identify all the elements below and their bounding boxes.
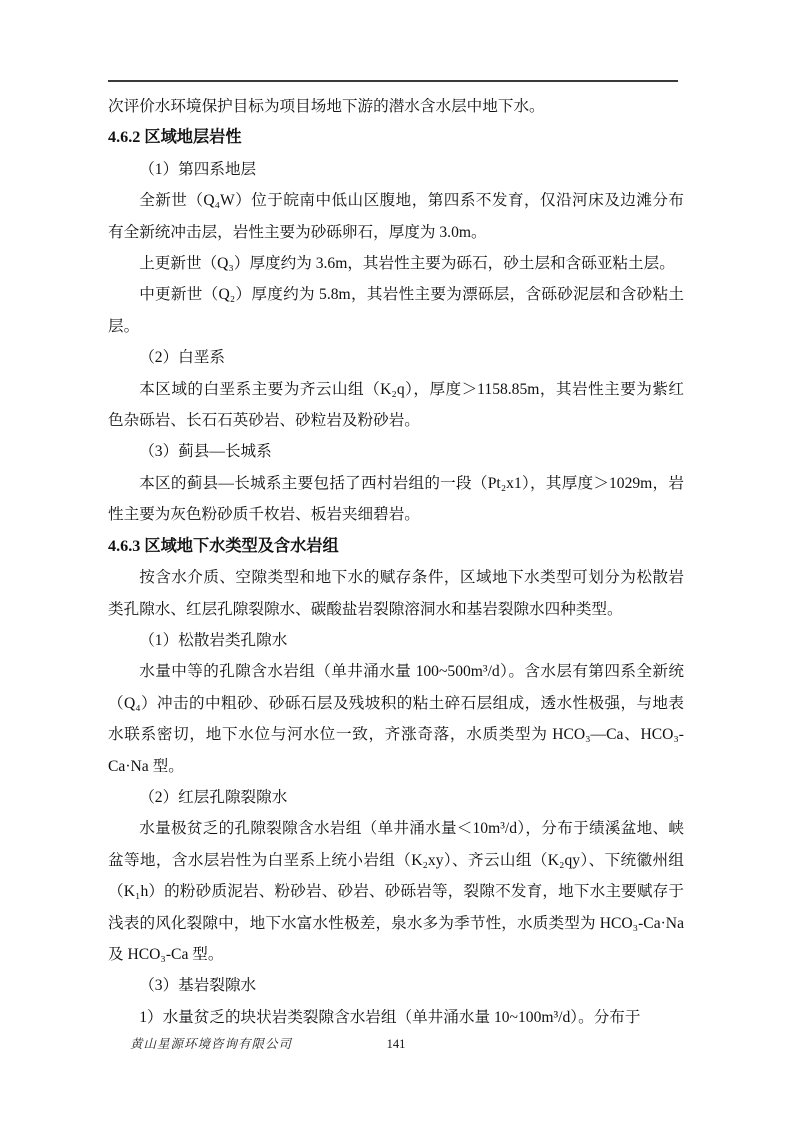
paragraph: 水量极贫乏的孔隙裂隙含水岩组（单井涌水量＜10m³/d），分布于绩溪盆地、峡盆等地，含水层岩性为白垩系上统小岩组（K₂xy）、齐云山组（K₂qy）、下统徽州组（K₁h）的粉砂质泥岩、粉砂岩、砂岩、砂砾岩等，裂隙不发育，地下水主要赋存于浅表的风化裂隙中，地下水富水性极差，泉水多为季节性，水质类型为 HCO₃-Ca·Na 及 HCO₃-Ca 型。	[108, 820, 684, 963]
document-body	[108, 91, 684, 1033]
page-footer	[108, 1032, 684, 1056]
paragraph: 次评价水环境保护目标为项目场地下游的潜水含水层中地下水。	[108, 98, 545, 115]
paragraph: 上更新世（Q₃）厚度约为 3.6m，其岩性主要为砾石，砂土层和含砾亚粘土层。	[139, 255, 675, 273]
list-item-label: （1）第四系地层	[139, 160, 257, 178]
header-rule	[108, 80, 678, 82]
page-number: 141	[386, 1037, 406, 1051]
paragraph: 本区域的白垩系主要为齐云山组（K₂q），厚度＞1158.85m，其岩性主要为紫红色杂砾岩、长石石英砂岩、砂粒岩及粉砂岩。	[108, 380, 684, 430]
footer-company-name: 黄山星源环境咨询有限公司	[130, 1037, 293, 1051]
paragraph: 中更新世（Q₂）厚度约为 5.8m，其岩性主要为漂砾层，含砾砂泥层和含砂粘土层。	[108, 286, 684, 335]
list-item-label: （3）蓟县—长城系	[139, 443, 272, 461]
section-heading-4-6-2: 4.6.2 区域地层岩性	[108, 128, 242, 147]
section-heading-4-6-3: 4.6.3 区域地下水类型及含水岩组	[108, 536, 339, 555]
list-item-label: （2）白垩系	[139, 349, 225, 367]
list-item-label: （3）基岩裂隙水	[139, 977, 257, 995]
list-item-label: （1）松散岩类孔隙水	[139, 631, 288, 649]
paragraph: 全新世（Q₄W）位于皖南中低山区腹地，第四系不发育，仅沿河床及边滩分布有全新统冲击层，岩性主要为砂砾卵石，厚度为 3.0m。	[108, 192, 684, 241]
paragraph: 水量中等的孔隙含水岩组（单井涌水量 100~500m³/d）。含水层有第四系全新统（Q₄）冲击的中粗砂、砂砾石层及残坡积的粘土碎石层组成，透水性极强，与地表水联系密切，地下水位与河水位一致，齐涨奇落，水质类型为 HCO₃—Ca、HCO₃-Ca·Na 型。	[108, 663, 684, 775]
list-item-label: （2）红层孔隙裂隙水	[139, 788, 288, 806]
paragraph: 按含水介质、空隙类型和地下水的赋存条件，区域地下水类型可划分为松散岩类孔隙水、红层孔隙裂隙水、碳酸盐岩裂隙溶洞水和基岩裂隙水四种类型。	[108, 569, 684, 618]
paragraph: 1）水量贫乏的块状岩类裂隙含水岩组（单井涌水量 10~100m³/d）。分布于	[139, 1008, 641, 1026]
paragraph: 本区的蓟县—长城系主要包括了西村岩组的一段（Pt₂x1），其厚度＞1029m，岩性主要为灰色粉砂质千枚岩、板岩夹细碧岩。	[108, 474, 684, 524]
